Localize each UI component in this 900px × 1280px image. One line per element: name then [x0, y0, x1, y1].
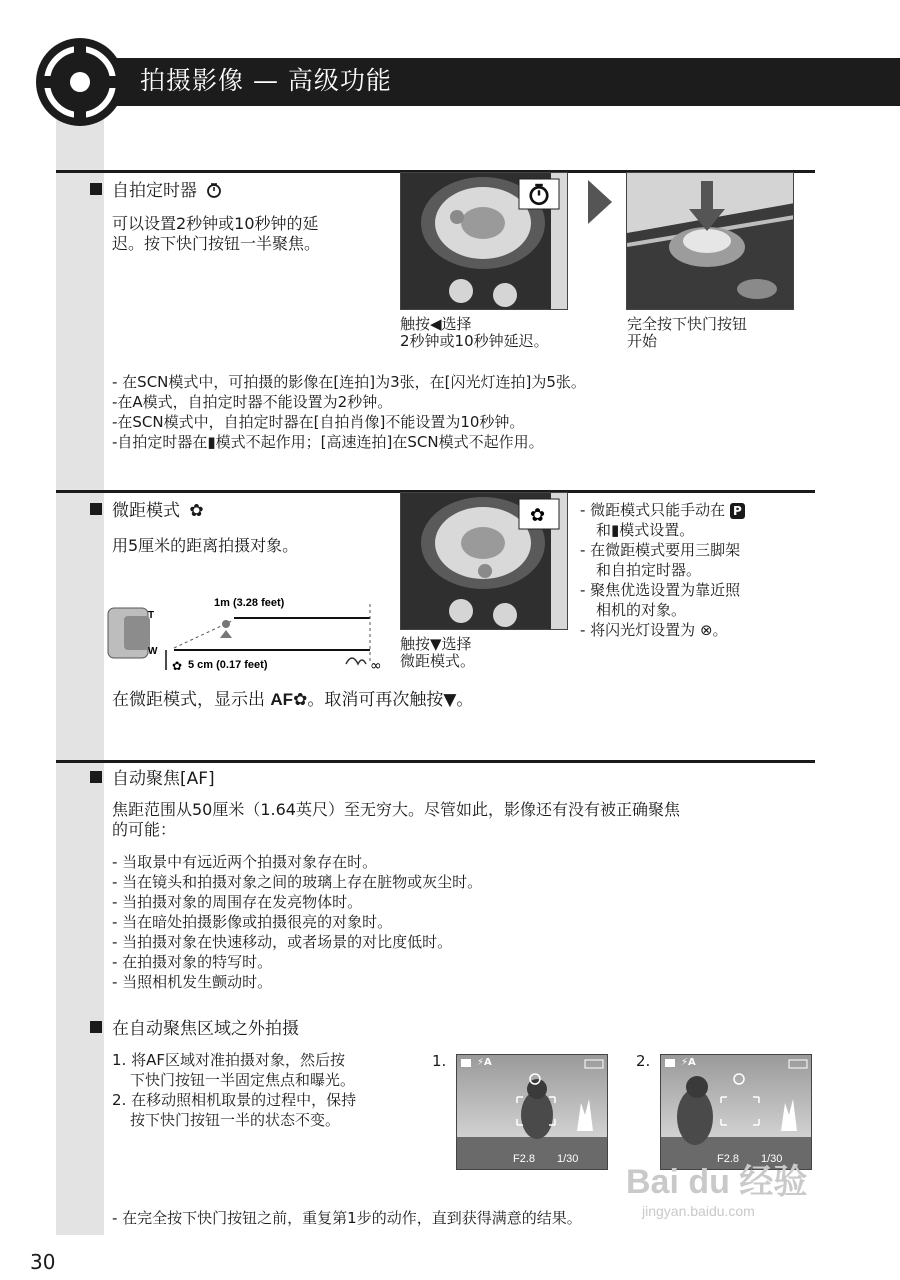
page-title: 拍摄影像 — 高级功能: [140, 66, 392, 95]
af-heading: 自动聚焦[AF]: [90, 768, 215, 790]
diagram-t-label: T: [148, 610, 155, 621]
section-divider: [56, 760, 815, 763]
flash-auto-indicator: ⚡A: [681, 1057, 696, 1068]
note-item: -在A模式，自拍定时器不能设置为2秒钟。: [112, 393, 393, 411]
shutter-button-photo: [626, 172, 794, 310]
svg-text:✿: ✿: [530, 505, 546, 526]
diagram-near-label: 5 cm (0.17 feet): [188, 659, 268, 671]
lcd-preview-1: [456, 1054, 608, 1170]
bullet-square-icon: [90, 771, 102, 783]
watermark: [626, 1162, 807, 1220]
list-item: - 当取景中有远近两个拍摄对象存在时。: [112, 853, 378, 871]
aperture-readout: F2.8: [717, 1153, 740, 1165]
dial-caption: 触按◀选择 2秒钟或10秒钟延迟。: [400, 315, 549, 350]
mountain-icon: [346, 658, 366, 664]
lcd-preview-2: [660, 1054, 812, 1170]
self-timer-icon: [527, 182, 551, 206]
list-item: - 当在镜头和拍摄对象之间的玻璃上存在脏物或灰尘时。: [112, 873, 483, 891]
outside-af-heading: 在自动聚焦区域之外拍摄: [90, 1018, 299, 1040]
list-item: - 当拍摄对象在快速移动，或者场景的对比度低时。: [112, 933, 453, 951]
shot-label-2: 2.: [636, 1052, 651, 1070]
shot-label-1: 1.: [432, 1052, 447, 1070]
diagram-w-label: W: [148, 646, 158, 657]
self-timer-desc: 可以设置2秒钟或10秒钟的延 迟。按下快门按钮一半聚焦。: [112, 214, 321, 253]
shutter-readout: 1/30: [761, 1153, 783, 1165]
camera-dial-photo: [400, 492, 568, 630]
af-desc: 焦距范围从50厘米（1.64英尺）至无穷大。尽管如此，影像还有没有被正确聚焦 的可能：: [112, 800, 680, 839]
macro-caption: 触按▼选择 微距模式。: [400, 635, 476, 670]
macro-heading: 微距模式 ✿: [90, 500, 204, 522]
flash-off-icon: ⊗: [699, 621, 713, 639]
note-item: -自拍定时器在▮模式不起作用；[高速连拍]在SCN模式不起作用。: [112, 433, 544, 451]
cursor-pad-logo-icon: [34, 36, 126, 128]
watermark-brand: Bai du 经验: [626, 1163, 808, 1201]
list-item: - 当照相机发生颤动时。: [112, 973, 273, 991]
aperture-readout: F2.8: [513, 1153, 536, 1165]
macro-footer: 在微距模式，显示出 AF✿。取消可再次触按▼。: [112, 690, 474, 710]
macro-side-notes: - 微距模式只能手动在 P 和▮模式设置。 - 在微距模式要用三脚架 和自拍定时器。 - 聚焦优选设置为靠近照 相机的对象。 - 将闪光灯设置为 ⊗。: [580, 500, 745, 640]
arrow-right-icon: [588, 180, 612, 224]
bullet-square-icon: [90, 503, 102, 515]
af-list: [112, 852, 482, 992]
self-timer-notes: [112, 372, 586, 452]
macro-flower-icon: ✿: [172, 659, 183, 673]
page-number: 30: [30, 1250, 56, 1274]
macro-distance-diagram: [106, 594, 396, 680]
infinity-label: ∞: [370, 658, 382, 674]
list-item: - 当拍摄对象的周围存在发亮物体时。: [112, 893, 363, 911]
shutter-readout: 1/30: [557, 1153, 579, 1165]
af-macro-badge: AF: [270, 690, 294, 709]
macro-desc: 用5厘米的距离拍摄对象。: [112, 536, 299, 555]
final-note: - 在完全按下快门按钮之前，重复第1步的动作，直到获得满意的结果。: [112, 1209, 582, 1227]
bullet-square-icon: [90, 1021, 102, 1033]
outside-af-steps: 1. 将AF区域对准拍摄对象，然后按 下快门按钮一半固定焦点和曝光。 2. 在移动照相机取景的过程中，保持 按下快门按钮一半的状态不变。: [112, 1051, 357, 1129]
bullet-square-icon: [90, 183, 102, 195]
camera-dial-photo: [400, 172, 568, 310]
note-item: -在SCN模式中，自拍定时器在[自拍肖像]不能设置为10秒钟。: [112, 413, 525, 431]
self-timer-heading: 自拍定时器: [90, 180, 222, 202]
diagram-far-label: 1m (3.28 feet): [214, 597, 285, 609]
sidebar-band: [56, 105, 104, 1235]
macro-flower-icon: ✿: [293, 690, 308, 710]
note-item: - 在SCN模式中，可拍摄的影像在[连拍]为3张，在[闪光灯连拍]为5张。: [112, 373, 586, 391]
self-timer-icon: [206, 182, 222, 198]
flash-auto-indicator: ⚡A: [477, 1057, 492, 1068]
watermark-url: jingyan.baidu.com: [642, 1203, 755, 1219]
program-mode-icon: P: [730, 503, 745, 519]
list-item: - 在拍摄对象的特写时。: [112, 953, 273, 971]
macro-flower-icon: ✿: [189, 501, 204, 521]
shutter-caption: 完全按下快门按钮 开始: [627, 315, 748, 350]
list-item: - 当在暗处拍摄影像或拍摄很亮的对象时。: [112, 913, 393, 931]
